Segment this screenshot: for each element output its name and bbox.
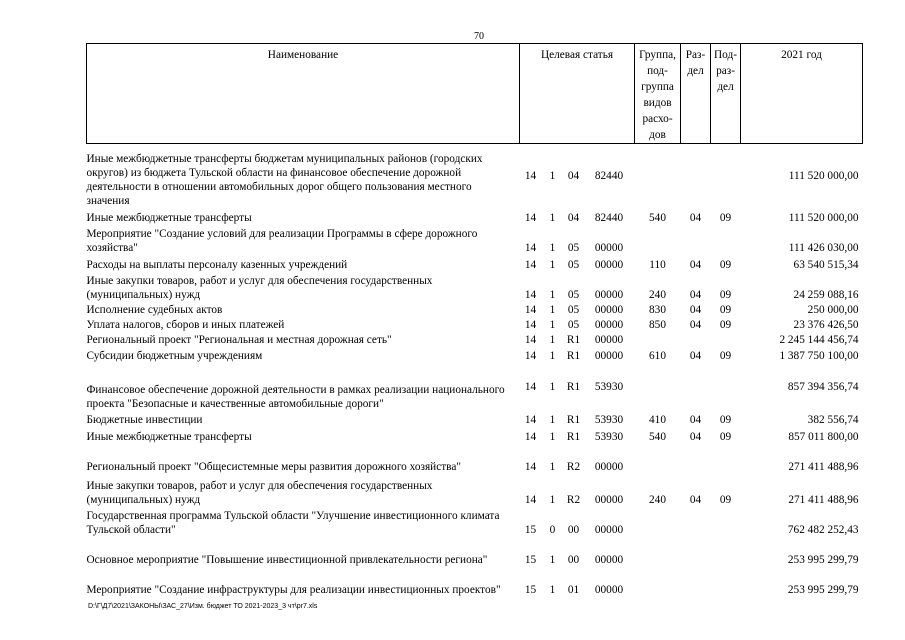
header-name: Наименование [87,44,520,144]
table-row [87,537,863,567]
row-section: 04 [689,318,702,331]
row-target-code-2: 1 [549,303,556,316]
row-target-code-4: 00000 [594,258,624,271]
row-target-code-2: 1 [549,493,556,506]
row-amount-2021: 762 482 252,43 [787,523,859,536]
row-name: Основное мероприятие "Повышение инвестиционной привлекательности региона" [86,553,488,566]
row-amount-2021: 63 540 515,34 [793,258,859,271]
row-expense-group: 240 [649,493,666,506]
row-amount-2021: 250 000,00 [807,303,859,316]
row-name: Мероприятие "Создание условий для реализации Программы в сфере дорожного хозяйства" [86,227,478,254]
row-target-code-1: 14 [524,211,537,224]
row-target-code-4: 53930 [594,413,624,426]
row-target-code-3: 05 [567,288,580,301]
budget-table-frame [86,43,862,597]
file-path-footer: D:\Г\Д7\2021\ЗАКОНЫ\ЗАС_27\Изм. бюджет ТО 2021-2023_3 чт\pr7.xls [88,603,318,610]
row-target-code-4: 82440 [594,169,624,182]
row-target-code-4: 00000 [594,553,624,566]
budget-table [86,43,863,597]
row-subsection [711,363,741,411]
row-amount-2021: 382 556,74 [807,413,859,426]
row-target-code-3: 01 [567,583,580,596]
row-name: Расходы на выплаты персоналу казенных учреждений [86,258,348,271]
table-row [87,225,863,255]
row-amount-2021: 2 245 144 456,74 [779,333,859,346]
row-target-code-3: R1 [566,430,581,443]
row-subsection [711,332,741,347]
row-amount-2021: 253 995 299,79 [787,583,859,596]
row-target-code-1: 14 [524,493,537,506]
row-name: Финансовое обеспечение дорожной деятельности в рамках реализации национального проекта "Безопасные и качественные автомобильные дороги" [86,383,505,410]
row-name: Иные закупки товаров, работ и услуг для обеспечения государственных (муниципальных) нужд [86,479,433,506]
header-section: Раз- дел [681,44,711,144]
row-name: Иные межбюджетные трансферты бюджетам муниципальных районов (городских округов) из бюджета Тульской области на финансовое обеспечение дорожной деятельности в отношении автомобильных дорог общего пользования местного значения [86,152,483,207]
row-expense-group: 540 [649,430,666,443]
row-target-code-1: 14 [524,241,537,254]
row-target-code-4: 00000 [594,460,624,473]
row-target-code-3: R2 [566,460,581,473]
row-expense-group [635,507,681,537]
row-subsection [711,507,741,537]
row-target-code-2: 1 [549,583,556,596]
row-target-code-3: R1 [566,380,581,393]
row-amount-2021: 271 411 488,96 [788,460,859,473]
row-name: Иные межбюджетные трансферты [86,211,252,224]
page-number: 70 [474,31,484,42]
row-amount-2021: 857 011 800,00 [788,430,859,443]
row-target-code-4: 00000 [594,523,624,536]
row-section [681,507,711,537]
table-row [87,411,863,427]
row-amount-2021: 111 426 030,00 [788,241,859,254]
row-section [681,537,711,567]
row-expense-group [635,567,681,597]
row-name: Бюджетные инвестиции [86,413,203,426]
row-target-code-1: 14 [524,333,537,346]
row-expense-group [635,363,681,411]
row-target-code-3: 05 [567,241,580,254]
row-target-code-3: R2 [566,493,581,506]
row-target-code-3: 05 [567,318,580,331]
row-target-code-3: 00 [567,523,580,536]
row-section: 04 [689,211,702,224]
row-expense-group: 540 [649,211,666,224]
row-expense-group: 850 [649,318,666,331]
row-subsection: 09 [719,349,732,362]
table-row [87,208,863,225]
header-target-article: Целевая статья [520,44,635,144]
row-subsection [711,537,741,567]
row-target-code-3: 04 [567,211,580,224]
row-target-code-3: R1 [566,413,581,426]
row-name: Государственная программа Тульской области "Улучшение инвестиционного климата Тульской области" [86,509,500,536]
row-target-code-1: 14 [524,413,537,426]
row-target-code-3: 00 [567,553,580,566]
row-target-code-4: 00000 [594,333,624,346]
table-row [87,474,863,507]
row-section: 04 [689,303,702,316]
row-target-code-2: 1 [549,318,556,331]
row-section [681,225,711,255]
row-target-code-1: 15 [524,553,537,566]
row-target-code-3: R1 [566,333,581,346]
row-expense-group [635,444,681,474]
row-target-code-2: 1 [549,349,556,362]
table-row [87,302,863,317]
row-amount-2021: 111 520 000,00 [788,211,859,224]
row-name: Уплата налогов, сборов и иных платежей [86,318,285,331]
row-amount-2021: 111 520 000,00 [788,169,859,182]
row-name: Региональный проект "Региональная и местная дорожная сеть" [86,333,392,346]
row-target-code-1: 14 [524,288,537,301]
row-target-code-4: 00000 [594,583,624,596]
table-row [87,347,863,363]
row-target-code-4: 53930 [594,380,624,393]
row-target-code-2: 1 [549,413,556,426]
row-target-code-4: 00000 [594,303,624,316]
row-target-code-3: 05 [567,258,580,271]
row-section: 04 [689,288,702,301]
row-expense-group [635,537,681,567]
table-row [87,144,863,208]
row-subsection [711,225,741,255]
row-amount-2021: 253 995 299,79 [787,553,859,566]
row-target-code-2: 0 [549,523,556,536]
row-name: Иные закупки товаров, работ и услуг для обеспечения государственных (муниципальных) нужд [86,274,433,301]
table-header [87,44,863,144]
row-subsection [711,444,741,474]
row-subsection [711,567,741,597]
row-expense-group [635,144,681,208]
row-target-code-1: 14 [524,318,537,331]
row-target-code-3: R1 [566,349,581,362]
header-expense-group: Группа, под- группа видов расхо- дов [635,44,681,144]
row-amount-2021: 857 394 356,74 [787,380,859,393]
row-section: 04 [689,413,702,426]
row-amount-2021: 271 411 488,96 [788,493,859,506]
row-target-code-3: 04 [567,169,580,182]
row-target-code-2: 1 [549,241,556,254]
row-section [681,332,711,347]
row-section [681,363,711,411]
header-year: 2021 год [741,44,863,144]
table-row [87,332,863,347]
header-subsection: Под- раз- дел [711,44,741,144]
row-target-code-3: 05 [567,303,580,316]
row-target-code-4: 82440 [594,211,624,224]
row-amount-2021: 24 259 088,16 [793,288,859,301]
row-section [681,144,711,208]
row-amount-2021: 1 387 750 100,00 [779,349,859,362]
table-row [87,444,863,474]
row-subsection: 09 [719,211,732,224]
row-target-code-1: 14 [524,349,537,362]
table-row [87,363,863,411]
row-target-code-2: 1 [549,288,556,301]
row-name: Мероприятие "Создание инфраструктуры для реализации инвестиционных проектов" [86,583,501,596]
row-target-code-2: 1 [549,258,556,271]
row-target-code-4: 00000 [594,318,624,331]
row-amount-2021: 23 376 426,50 [793,318,859,331]
table-row [87,317,863,332]
row-target-code-1: 14 [524,380,537,393]
table-row [87,507,863,537]
row-expense-group [635,225,681,255]
table-row [87,567,863,597]
row-target-code-1: 14 [524,258,537,271]
row-subsection: 09 [719,413,732,426]
row-subsection: 09 [719,493,732,506]
row-section: 04 [689,430,702,443]
row-target-code-1: 15 [524,583,537,596]
row-subsection: 09 [719,430,732,443]
row-target-code-2: 1 [549,211,556,224]
row-target-code-2: 1 [549,460,556,473]
row-section: 04 [689,349,702,362]
row-expense-group: 610 [649,349,666,362]
table-body [87,144,863,597]
row-name: Иные межбюджетные трансферты [86,430,252,443]
row-target-code-1: 14 [524,303,537,316]
row-section: 04 [689,258,702,271]
row-target-code-1: 14 [524,169,537,182]
row-target-code-1: 15 [524,523,537,536]
row-target-code-2: 1 [549,169,556,182]
row-expense-group: 830 [649,303,666,316]
row-target-code-1: 14 [524,460,537,473]
row-target-code-4: 00000 [594,241,624,254]
row-name: Субсидии бюджетным учреждениям [86,349,263,362]
row-name: Исполнение судебных актов [86,303,223,316]
row-subsection: 09 [719,303,732,316]
row-name: Региональный проект "Общесистемные меры развития дорожного хозяйства" [86,460,461,473]
table-row [87,427,863,444]
row-subsection: 09 [719,288,732,301]
row-target-code-4: 00000 [594,493,624,506]
table-row [87,255,863,272]
row-target-code-1: 14 [524,430,537,443]
row-target-code-4: 53930 [594,430,624,443]
row-target-code-2: 1 [549,380,556,393]
row-section [681,567,711,597]
row-target-code-4: 00000 [594,288,624,301]
row-section [681,444,711,474]
row-target-code-2: 1 [549,430,556,443]
row-subsection: 09 [719,318,732,331]
table-row [87,272,863,302]
row-expense-group: 110 [649,258,666,271]
row-target-code-4: 00000 [594,349,624,362]
row-expense-group: 410 [649,413,666,426]
row-target-code-2: 1 [549,553,556,566]
row-subsection: 09 [719,258,732,271]
row-subsection [711,144,741,208]
row-expense-group: 240 [649,288,666,301]
row-section: 04 [689,493,702,506]
row-target-code-2: 1 [549,333,556,346]
row-expense-group [635,332,681,347]
